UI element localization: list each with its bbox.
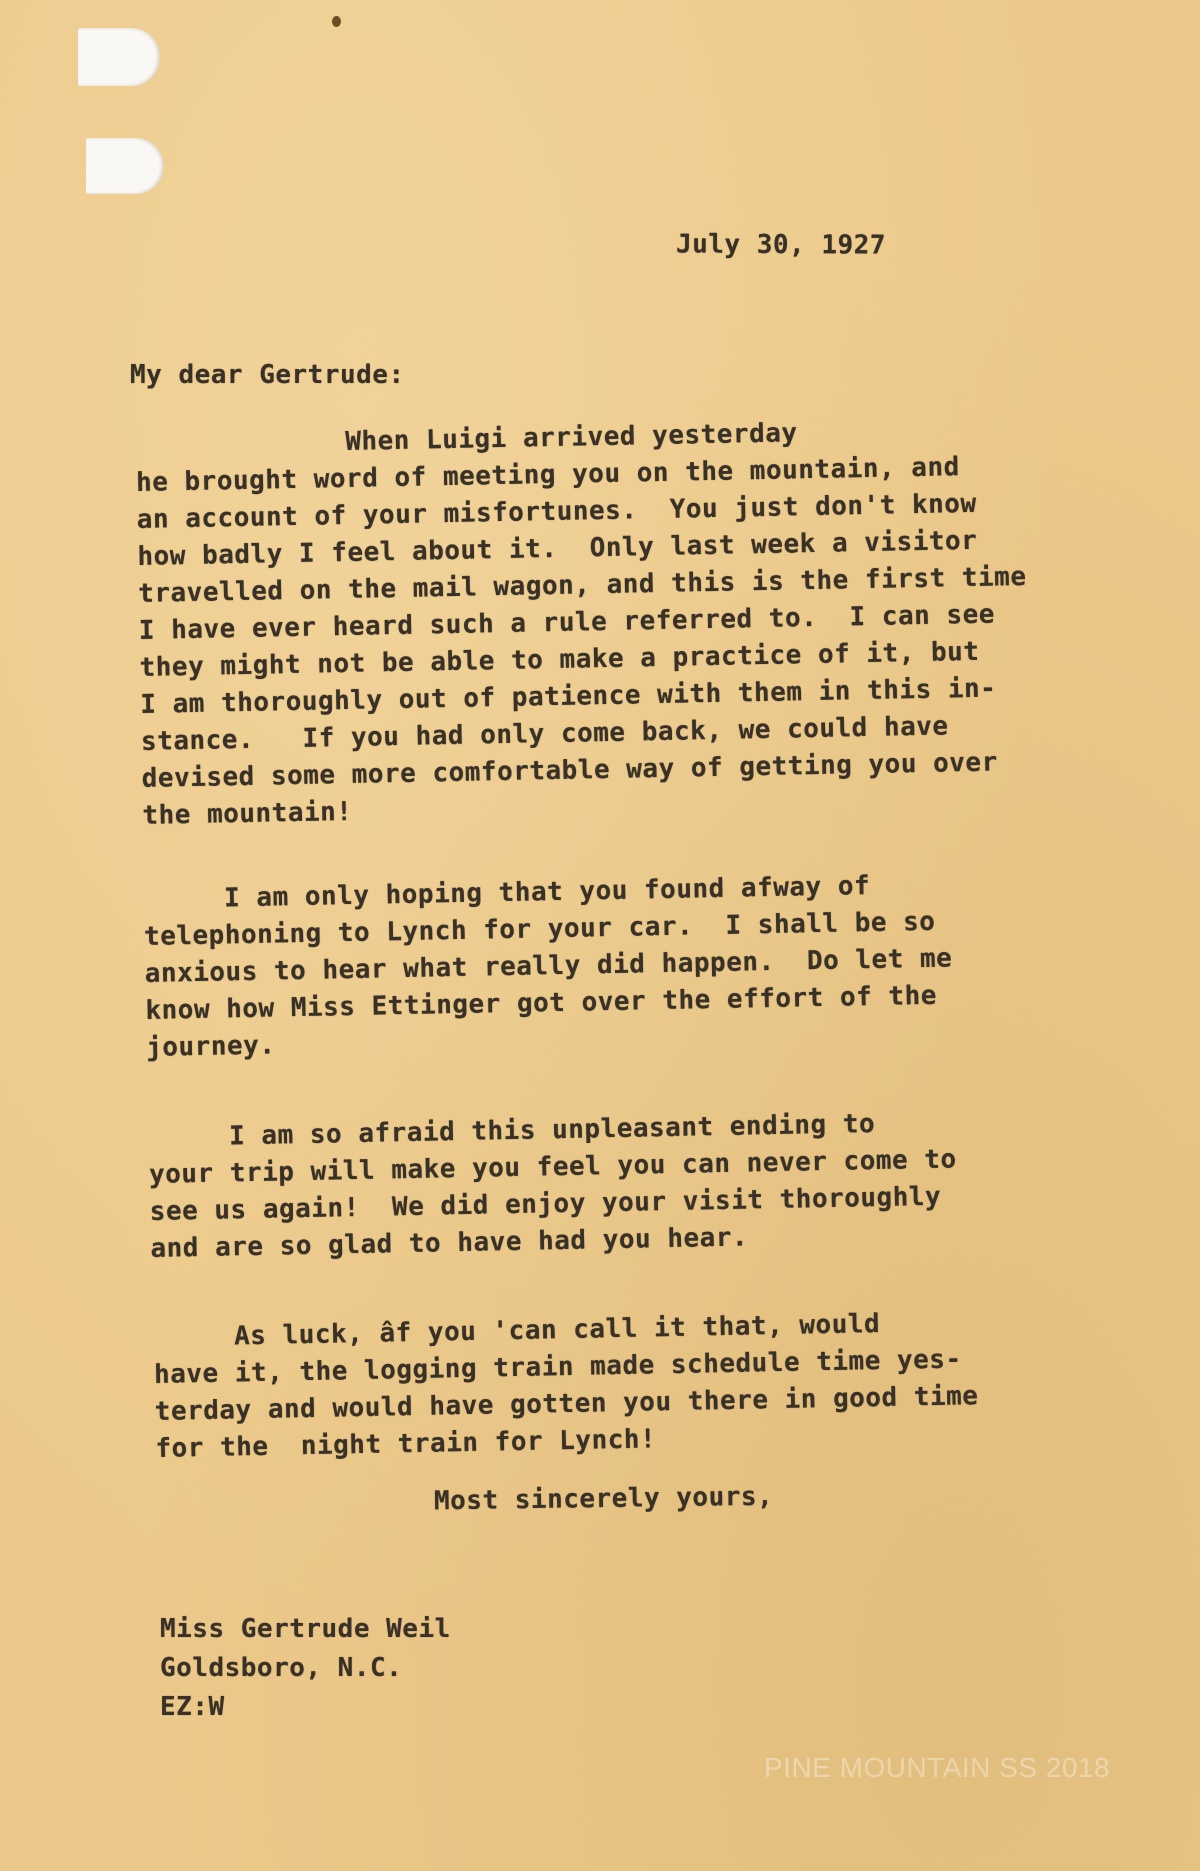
recipient-address — [160, 1610, 451, 1727]
text-line: know how Miss Ettinger got over the effort of the — [145, 980, 938, 1026]
paragraph-3 — [148, 1104, 958, 1267]
recipient-name: Miss Gertrude Weil — [160, 1614, 451, 1644]
text-line: I am thoroughly out of patience with them in this in- — [140, 673, 997, 720]
ink-spot — [332, 16, 341, 27]
paragraph-2 — [143, 866, 954, 1066]
text-line: journey. — [145, 1030, 276, 1063]
text-line: telephoning to Lynch for your car. I shall be so — [143, 906, 936, 952]
reference-initials: EZ:W — [160, 1692, 225, 1722]
text-line: stance. If you had only come back, we could have — [140, 711, 949, 757]
text-line: devised some more comfortable way of getting you over — [141, 747, 999, 794]
text-line: and are so glad to have had you hear. — [150, 1222, 749, 1264]
paragraph-1 — [135, 411, 1031, 835]
text-line: an account of your misfortunes. You just don't know — [136, 488, 977, 535]
closing: Most sincerely yours, — [433, 1481, 774, 1517]
text-line: the mountain! — [142, 796, 353, 831]
watermark: PINE MOUNTAIN SS 2018 — [764, 1752, 1111, 1783]
text-line: I have ever heard such a rule referred to. I can see — [138, 599, 996, 646]
letter-date: July 30, 1927 — [675, 229, 887, 261]
text-line: have it, the logging train made schedule time yes- — [153, 1344, 962, 1390]
text-line: travelled on the mail wagon, and this is the first time — [137, 561, 1027, 609]
text-line: As luck, âf you 'can call it that, would — [153, 1309, 881, 1353]
text-line: for the night train for Lynch! — [155, 1424, 657, 1464]
recipient-location: Goldsboro, N.C. — [160, 1653, 403, 1683]
text-line: I am only hoping that you found afway of — [143, 871, 871, 915]
text-line: how badly I feel about it. Only last week a visitor — [137, 525, 978, 572]
text-line: he brought word of meeting you on the mountain, and — [135, 452, 961, 498]
text-line: see us again! We did enjoy your visit thoroughly — [149, 1181, 942, 1227]
text-line: your trip will make you feel you can never come to — [148, 1144, 957, 1190]
paragraph-4 — [153, 1304, 980, 1468]
text-line: they might not be able to make a practice of it, but — [139, 636, 980, 683]
punch-hole — [78, 28, 160, 86]
text-line: anxious to hear what really did happen. Do let me — [144, 943, 953, 989]
punch-hole — [86, 138, 164, 194]
text-line: When Luigi arrived yesterday — [135, 418, 798, 461]
text-line: terday and would have gotten you there in good time — [154, 1381, 979, 1427]
text-line: I am so afraid this unpleasant ending to — [148, 1109, 876, 1153]
salutation: My dear Gertrude: — [130, 360, 405, 390]
